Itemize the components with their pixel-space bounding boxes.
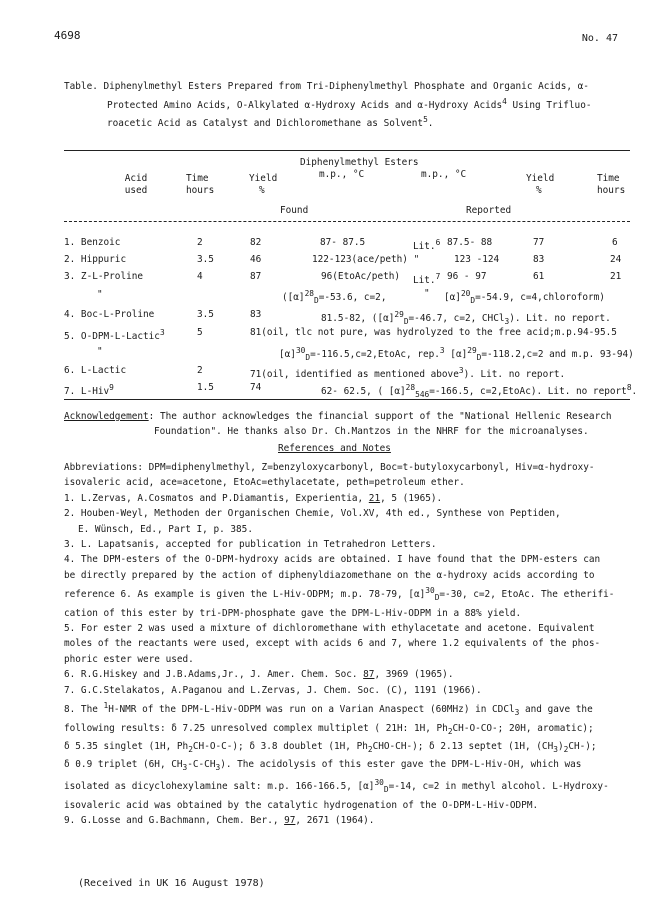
col-mp2-header: m.p., °C [421, 169, 467, 180]
col-time-header: Time hours [186, 173, 215, 196]
table-header-rule [64, 221, 630, 222]
col-yield-header: Yield % [249, 173, 278, 196]
page-number: 4698 [54, 29, 81, 42]
group-header: Diphenylmethyl Esters [300, 157, 419, 168]
acknowledgement: Acknowledgement: The author acknowledges the financial support of the "National Hellenic Research Foundation". He thanks also Dr. Ch.Mantzos in the NHRF for the microanalyses. [64, 411, 612, 438]
references-title: References and Notes [278, 443, 391, 454]
table-top-rule [64, 150, 630, 151]
col-acid-header: Acid used [124, 173, 148, 196]
col-yield2-header: Yield % [526, 173, 555, 196]
reported-label: Reported [466, 205, 512, 216]
references-list: Abbreviations: DPM=diphenylmethyl, Z=benzyloxycarbonyl, Boc=t-butyloxycarbonyl, Hiv=α-hydroxy- isovaleric acid, ace=acetone, EtoAc=ethylacetate, peth=petroleum ether. 1. L.Zervas, A.Cosmatos and P.Diamantis, Experientia, 21, 5 (1965). 2. Houben-Weyl, Methoden der Organischen Chemie, Vol.XV, 4th ed., Synthese von Peptiden, E. Wünsch, Ed., Part I, p. 385. 3. L. Lapatsanis, accepted for publication in Tetrahedron Letters. 4. The DPM-esters of the O-DPM-hydroxy acids are obtained. I have found that the DPM-esters can be directly prepared by the action of diphenyldiazomethane on the α-hydroxy acids according to reference 6. As example is given the L-Hiv-ODPM; m.p. 78-79, $[\alpha]^{30}_D=-30$, c=2, EtoAc. The etherifi- cation of this ester by tri-DPM-phosphate gave the DPM-L-Hiv-ODPM in a 88% yield. 5. For ester 2 was used a mixture of dichloromethane with ethylacetate and acetone. Equivalent moles of the reactants were used, except with acids 6 and 7, where 1.2 equivalents of the phos- phoric ester were used. 6. R.G.Hiskey and J.B.Adams,Jr., J. Amer. Chem. Soc. 87, 3969 (1965). 7. G.C.Stelakatos, A.Paganou and L.Zervas, J. Chem. Soc. (C), 1191 (1966). 8. The $^1$H-NMR of the DPM-L-Hiv-ODPM was run on a Varian Anaspect (60MHz) in CDCl$_3$ and gave the following results: δ 7.25 unresolved complex multiplet ( 21H: 1H, $Ph_2CH-O-CO-$; 20H, aromatic); δ 5.35 singlet (1H, $Ph_2CH-O-C-$); δ 3.8 doublet (1H, $Ph_2CHO-CH-$); δ 2.13 septet (1H, $(CH_3)_2CH-$); δ 0.9 triplet (6H, $CH_3-C-CH_3$). The acidolysis of this ester gave the DPM-L-Hiv-OH, which was isolated as dicyclohexylamine salt: m.p. 166-166.5, $[\alpha]^{30}_D=-14$, c=2 in methyl alcohol. L-Hydroxy- isovaleric acid was obtained by the catalytic hydrogenation of the O-DPM-L-Hiv-ODPM. 9. G.Losse and G.Bachmann, Chem. Ber., 97, 2671 (1964). [64, 462, 615, 827]
col-time2-header: Time hours [597, 173, 626, 196]
table-bottom-rule [64, 399, 630, 400]
received-note: (Received in UK 16 August 1978) [78, 878, 265, 889]
col-mp-header: m.p., °C [319, 169, 365, 180]
issue-number: No. 47 [581, 33, 618, 44]
found-label: Found [280, 205, 309, 216]
table-caption: Table. Diphenylmethyl Esters Prepared from Tri-Diphenylmethyl Phosphate and Organic Acids, α- Protected Amino Acids, O-Alkylated α-Hydroxy Acids and α-Hydroxy Acids$^4$ Using Trifluo- roacetic Acid as Catalyst and Dichloromethane as Solvent$^5$. [64, 81, 592, 130]
